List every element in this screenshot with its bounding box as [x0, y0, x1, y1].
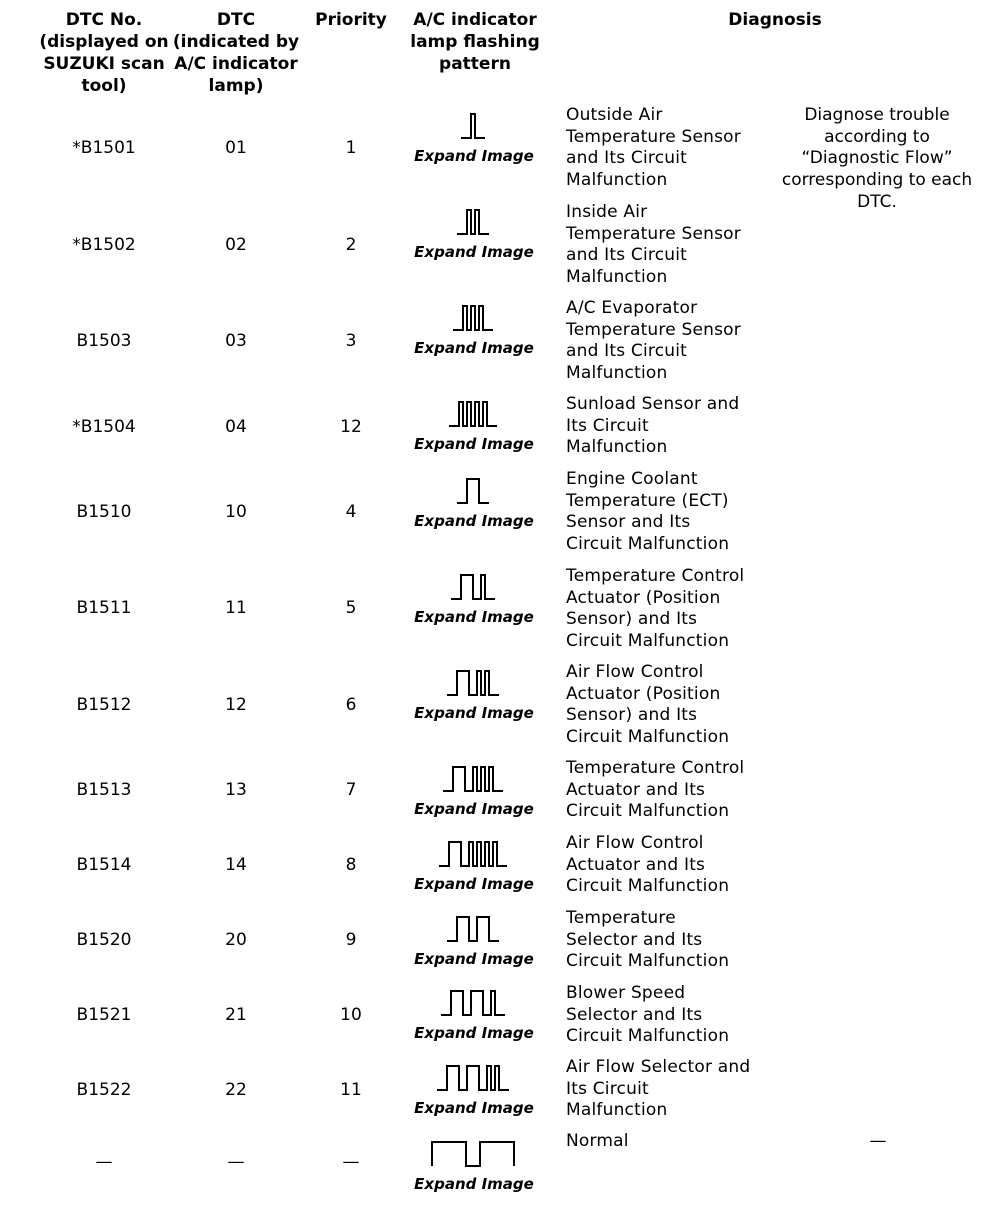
diagnosis-text: A/C Evaporator Temperature Sensor and Its Circuit Malfunction — [566, 298, 741, 384]
dtc-number: B1511 — [76, 598, 132, 618]
dtc-lamp-code: 01 — [225, 138, 247, 158]
diagnosis-text: Outside Air Temperature Sensor and Its Circuit Malfunction — [566, 105, 741, 191]
expand-image-link[interactable]: Expand Image — [414, 875, 534, 893]
expand-image-link[interactable]: Expand Image — [414, 1024, 534, 1042]
priority: 7 — [345, 780, 357, 800]
header-diagnosis: Diagnosis — [728, 10, 822, 30]
header-flashing-pattern: A/C indicator lamp flashing pattern — [410, 10, 540, 74]
dtc-number: *B1502 — [72, 235, 136, 255]
expand-image-link[interactable]: Expand Image — [414, 1099, 534, 1117]
diagnosis-text: Temperature Control Actuator (Position Sensor) and Its Circuit Malfunction — [566, 566, 745, 652]
dtc-number: B1512 — [76, 695, 132, 715]
dtc-number: *B1501 — [72, 138, 136, 158]
dtc-number: B1521 — [76, 1005, 132, 1025]
priority: 11 — [340, 1080, 362, 1100]
dtc-lamp-code: 02 — [225, 235, 247, 255]
dtc-number: B1520 — [76, 930, 132, 950]
diagnosis-text: Air Flow Control Actuator and Its Circuit Malfunction — [566, 833, 730, 897]
flashing-pattern-icon — [418, 206, 528, 240]
flashing-pattern-icon — [418, 398, 528, 432]
dtc-lamp-code: — — [227, 1152, 245, 1172]
priority: 3 — [345, 331, 357, 351]
expand-image-link[interactable]: Expand Image — [414, 608, 534, 626]
priority: 9 — [345, 930, 357, 950]
priority: 6 — [345, 695, 357, 715]
expand-image-link[interactable]: Expand Image — [414, 147, 534, 165]
expand-image-link[interactable]: Expand Image — [414, 243, 534, 261]
dtc-lamp-code: 03 — [225, 331, 247, 351]
dtc-number: — — [95, 1152, 113, 1172]
priority: 5 — [345, 598, 357, 618]
dtc-number: B1513 — [76, 780, 132, 800]
flashing-pattern-icon — [418, 913, 528, 947]
flashing-pattern-icon — [418, 571, 528, 605]
priority: 8 — [345, 855, 357, 875]
diagnosis-text: Temperature Control Actuator and Its Circuit Malfunction — [566, 758, 745, 822]
flashing-pattern-icon — [418, 987, 528, 1021]
dtc-lamp-code: 21 — [225, 1005, 247, 1025]
dtc-number: B1522 — [76, 1080, 132, 1100]
diagnosis-text: Sunload Sensor and Its Circuit Malfunction — [566, 394, 740, 458]
priority: 2 — [345, 235, 357, 255]
dtc-lamp-code: 22 — [225, 1080, 247, 1100]
priority: 10 — [340, 1005, 362, 1025]
normal-diagnosis-dash: — — [869, 1131, 887, 1151]
expand-image-link[interactable]: Expand Image — [414, 435, 534, 453]
expand-image-link[interactable]: Expand Image — [414, 800, 534, 818]
expand-image-link[interactable]: Expand Image — [414, 512, 534, 530]
priority: 12 — [340, 417, 362, 437]
dtc-lamp-code: 14 — [225, 855, 247, 875]
header-priority: Priority — [315, 10, 387, 30]
dtc-lamp-code: 10 — [225, 502, 247, 522]
diagnosis-text: Air Flow Selector and Its Circuit Malfunction — [566, 1057, 751, 1121]
flashing-pattern-icon — [418, 110, 528, 144]
dtc-lamp-code: 12 — [225, 695, 247, 715]
diagnosis-text: Engine Coolant Temperature (ECT) Sensor and Its Circuit Malfunction — [566, 469, 730, 555]
diagnosis-text: Temperature Selector and Its Circuit Malfunction — [566, 908, 730, 972]
diagnosis-text: Inside Air Temperature Sensor and Its Circuit Malfunction — [566, 202, 741, 288]
header-dtc-indicated: DTC (indicated by A/C indicator lamp) — [172, 10, 300, 96]
priority: 1 — [345, 138, 357, 158]
dtc-lamp-code: 04 — [225, 417, 247, 437]
priority: — — [342, 1152, 360, 1172]
dtc-lamp-code: 13 — [225, 780, 247, 800]
flashing-pattern-icon — [418, 475, 528, 509]
priority: 4 — [345, 502, 357, 522]
dtc-number: B1503 — [76, 331, 132, 351]
expand-image-link[interactable]: Expand Image — [414, 339, 534, 357]
dtc-lamp-code: 20 — [225, 930, 247, 950]
diagnosis-text: Blower Speed Selector and Its Circuit Malfunction — [566, 983, 730, 1047]
flashing-pattern-icon — [418, 763, 528, 797]
dtc-number: B1510 — [76, 502, 132, 522]
expand-image-link[interactable]: Expand Image — [414, 704, 534, 722]
dtc-number: *B1504 — [72, 417, 136, 437]
flashing-pattern-icon — [418, 302, 528, 336]
expand-image-link[interactable]: Expand Image — [414, 950, 534, 968]
flashing-pattern-icon — [418, 667, 528, 701]
flashing-pattern-icon — [418, 1138, 528, 1172]
dtc-lamp-code: 11 — [225, 598, 247, 618]
diagnosis-text: Air Flow Control Actuator (Position Sensor) and Its Circuit Malfunction — [566, 662, 730, 748]
header-dtc-no: DTC No. (displayed on SUZUKI scan tool) — [39, 10, 169, 96]
dtc-number: B1514 — [76, 855, 132, 875]
flashing-pattern-icon — [418, 838, 528, 872]
diagnosis-note: Diagnose trouble according to “Diagnostic Flow” corresponding to each DTC. — [781, 105, 973, 212]
expand-image-link[interactable]: Expand Image — [414, 1175, 534, 1193]
diagnosis-text: Normal — [566, 1131, 629, 1151]
flashing-pattern-icon — [418, 1062, 528, 1096]
